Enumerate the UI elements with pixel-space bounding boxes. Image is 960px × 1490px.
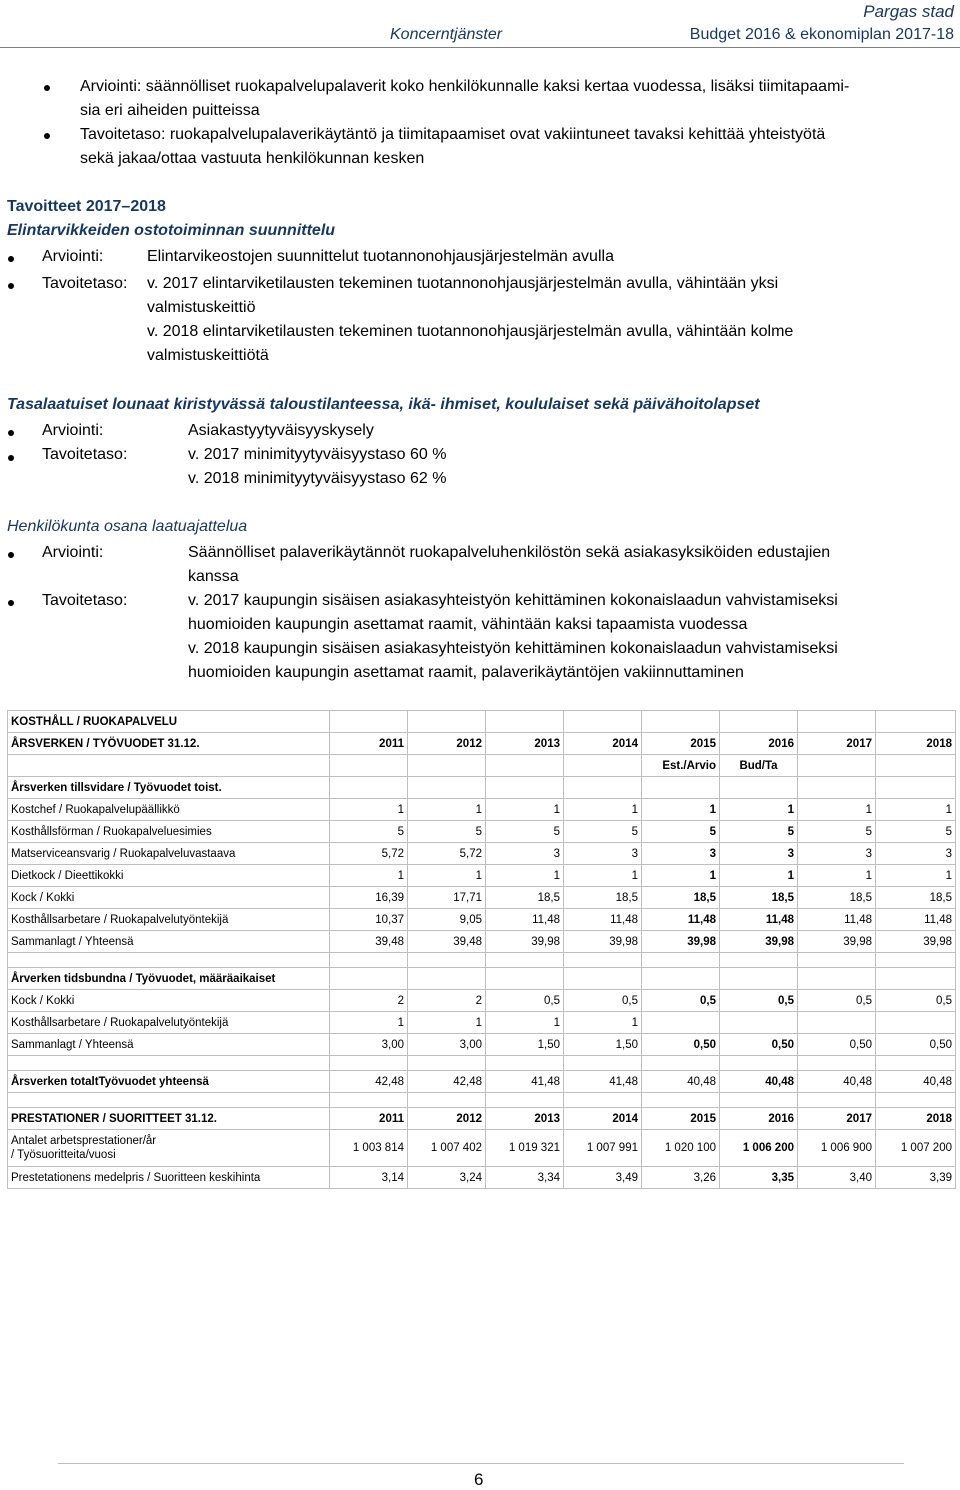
table-cell-empty — [798, 1056, 876, 1071]
row-label-line: Antalet arbetsprestationer/år — [11, 1135, 157, 1147]
year-header: 2012 — [408, 733, 486, 755]
table-cell-empty — [564, 755, 642, 777]
table-cell-empty — [876, 968, 956, 990]
value-cell: 1 007 200 — [876, 1130, 956, 1167]
section-1-arviointi-text: Elintarvikeostojen suunnittelut tuotannonohjausjärjestelmän avulla — [147, 248, 614, 265]
value-cell: 3 — [564, 843, 642, 865]
table-cell-empty — [642, 1093, 720, 1108]
section-label: Årverken tidsbundna / Työvuodet, määräaikaiset — [8, 968, 330, 990]
section-3-arviointi-label: Arviointi: — [42, 544, 104, 561]
year-header: 2012 — [408, 1108, 486, 1130]
section-3-tavoitetaso-label: Tavoitetaso: — [42, 592, 128, 609]
table-cell-empty — [330, 953, 408, 968]
value-cell: 11,48 — [642, 909, 720, 931]
table-cell-empty — [642, 1056, 720, 1071]
header-organization: Pargas stad — [863, 2, 954, 21]
value-cell: 0,50 — [642, 1034, 720, 1056]
staffing-table-body — [8, 711, 956, 1189]
value-cell: 11,48 — [564, 909, 642, 931]
table-title-row — [8, 711, 956, 733]
table-cell-empty — [330, 1093, 408, 1108]
estimate-label: Est./Arvio — [642, 755, 720, 777]
table-cell-empty — [564, 968, 642, 990]
value-cell: 1 006 900 — [798, 1130, 876, 1167]
value-cell: 1 006 200 — [720, 1130, 798, 1167]
section-row — [8, 777, 956, 799]
section-label: Årsverken tillsvidare / Työvuodet toist. — [8, 777, 330, 799]
table-cell-empty — [408, 1056, 486, 1071]
value-cell: 40,48 — [798, 1071, 876, 1093]
value-cell: 3 — [720, 843, 798, 865]
value-cell: 18,5 — [564, 887, 642, 909]
value-cell: 1 020 100 — [642, 1130, 720, 1167]
table-title: KOSTHÅLL / RUOKAPALVELU — [8, 711, 330, 733]
value-cell — [720, 1012, 798, 1034]
value-cell: 1 019 321 — [486, 1130, 564, 1167]
table-cell-empty — [486, 711, 564, 733]
intro-bullet-1-line-1: Arviointi: säännölliset ruokapalvelupalaverit koko henkilökunnalle kaksi kertaa vuodessa, lisäksi tiimitapaami- — [80, 78, 850, 95]
perf-row — [8, 1130, 956, 1167]
section-1-tavoitetaso-2a: v. 2018 elintarviketilausten tekeminen tuotannonohjausjärjestelmän avulla, vähintään kolme — [147, 323, 794, 340]
table-cell-empty — [876, 777, 956, 799]
value-cell: 1 — [486, 865, 564, 887]
value-cell: 18,5 — [798, 887, 876, 909]
section-1-tavoitetaso-2b: valmistuskeittiötä — [147, 347, 269, 364]
value-cell: 2 — [408, 990, 486, 1012]
value-cell: 1 — [408, 799, 486, 821]
year-header: 2016 — [720, 733, 798, 755]
year-header: 2016 — [720, 1108, 798, 1130]
table-cell-empty — [408, 711, 486, 733]
value-cell: 41,48 — [486, 1071, 564, 1093]
bullet-icon — [8, 552, 14, 558]
year-header: 2011 — [330, 1108, 408, 1130]
table-cell-empty — [642, 968, 720, 990]
value-cell: 40,48 — [876, 1071, 956, 1093]
value-cell: 5 — [486, 821, 564, 843]
section-1-arviointi-label: Arviointi: — [42, 248, 104, 265]
value-cell: 1 — [798, 865, 876, 887]
table-row — [8, 821, 956, 843]
value-cell: 5 — [798, 821, 876, 843]
value-cell: 18,5 — [876, 887, 956, 909]
value-cell: 1 — [486, 799, 564, 821]
section-3-tavoitetaso-2a: v. 2018 kaupungin sisäisen asiakasyhteistyön kehittäminen kokonaislaadun vahvistamiseksi — [188, 640, 838, 657]
value-cell: 1,50 — [564, 1034, 642, 1056]
value-cell: 3,14 — [330, 1167, 408, 1189]
value-cell: 5 — [408, 821, 486, 843]
value-cell: 0,5 — [486, 990, 564, 1012]
table-cell-empty — [564, 1093, 642, 1108]
year-header: 2018 — [876, 733, 956, 755]
value-cell: 11,48 — [720, 909, 798, 931]
table-cell-empty — [8, 755, 330, 777]
value-cell — [876, 1012, 956, 1034]
section-3-title: Henkilökunta osana laatuajattelua — [7, 518, 248, 535]
value-cell: 1 — [720, 799, 798, 821]
value-cell: 0,5 — [564, 990, 642, 1012]
value-cell: 1 — [330, 865, 408, 887]
section-1-title: Elintarvikkeiden ostotoiminnan suunnittelu — [7, 222, 336, 239]
bullet-icon — [8, 430, 14, 436]
value-cell: 5 — [642, 821, 720, 843]
spacer-row — [8, 1093, 956, 1108]
table-cell-empty — [876, 953, 956, 968]
page-number: 6 — [474, 1470, 484, 1489]
section-3-arviointi-b: kanssa — [188, 568, 239, 585]
value-cell: 39,48 — [408, 931, 486, 953]
value-cell: 1 — [642, 865, 720, 887]
table-cell-empty — [564, 953, 642, 968]
value-cell: 1 — [642, 799, 720, 821]
staffing-table — [7, 710, 956, 1189]
year-header: 2015 — [642, 1108, 720, 1130]
value-cell — [642, 1012, 720, 1034]
intro-bullet-2-line-1: Tavoitetaso: ruokapalvelupalaverikäytäntö ja tiimitapaamiset ovat vakiintuneet tavaksi kehittää yhteistyötä — [80, 126, 826, 143]
value-cell: 0,50 — [876, 1034, 956, 1056]
value-cell: 1 — [330, 1012, 408, 1034]
value-cell: 5 — [564, 821, 642, 843]
value-cell: 3,26 — [642, 1167, 720, 1189]
value-cell: 11,48 — [486, 909, 564, 931]
value-cell: 5,72 — [330, 843, 408, 865]
section-2-arviointi-label: Arviointi: — [42, 422, 104, 439]
table-cell-empty — [8, 953, 330, 968]
value-cell: 0,5 — [642, 990, 720, 1012]
bullet-icon — [8, 600, 14, 606]
table-cell-empty — [798, 953, 876, 968]
value-cell: 40,48 — [642, 1071, 720, 1093]
table-cell-empty — [798, 777, 876, 799]
row-label — [8, 1130, 330, 1167]
value-cell: 3 — [486, 843, 564, 865]
value-cell: 0,50 — [720, 1034, 798, 1056]
value-cell: 3,24 — [408, 1167, 486, 1189]
value-cell: 1 — [486, 1012, 564, 1034]
value-cell: 39,98 — [564, 931, 642, 953]
row-label-line: / Työsuoritteita/vuosi — [11, 1149, 116, 1161]
row-label: Sammanlagt / Yhteensä — [8, 1034, 330, 1056]
perf-label: PRESTATIONER / SUORITTEET 31.12. — [8, 1108, 330, 1130]
table-cell-empty — [330, 755, 408, 777]
value-cell: 5 — [330, 821, 408, 843]
table-cell-empty — [564, 777, 642, 799]
table-cell-empty — [486, 1056, 564, 1071]
table-cell-empty — [720, 1093, 798, 1108]
header-department: Koncerntjänster — [390, 26, 503, 43]
table-cell-empty — [876, 711, 956, 733]
value-cell: 1 — [876, 799, 956, 821]
value-cell: 1 — [564, 865, 642, 887]
value-cell: 1 — [330, 799, 408, 821]
table-cell-empty — [8, 1056, 330, 1071]
value-cell: 9,05 — [408, 909, 486, 931]
table-cell-empty — [486, 953, 564, 968]
table-cell-empty — [798, 1093, 876, 1108]
value-cell: 1 — [408, 1012, 486, 1034]
section-2-tavoitetaso-2: v. 2018 minimityytyväisyystaso 62 % — [188, 470, 447, 487]
value-cell: 3,49 — [564, 1167, 642, 1189]
value-cell: 5 — [876, 821, 956, 843]
table-row — [8, 909, 956, 931]
section-3-arviointi-a: Säännölliset palaverikäytännöt ruokapalveluhenkilöstön sekä asiakasyksiköiden edustajien — [188, 544, 831, 561]
goals-title: Tavoitteet 2017–2018 — [7, 198, 166, 215]
table-cell-empty — [564, 1056, 642, 1071]
table-cell-empty — [876, 1093, 956, 1108]
value-cell: 1 007 991 — [564, 1130, 642, 1167]
table-cell-empty — [330, 711, 408, 733]
value-cell: 39,98 — [486, 931, 564, 953]
section-3-tavoitetaso-2b: huomioiden kaupungin asettamat raamit, palaverikäytäntöjen vakiinnuttaminen — [188, 664, 744, 681]
table-cell-empty — [486, 1093, 564, 1108]
bullet-icon — [44, 85, 50, 91]
table-subheader-row — [8, 755, 956, 777]
value-cell: 3,00 — [330, 1034, 408, 1056]
value-cell: 3,34 — [486, 1167, 564, 1189]
table-cell-empty — [720, 953, 798, 968]
year-header: 2014 — [564, 733, 642, 755]
value-cell: 5,72 — [408, 843, 486, 865]
section-row — [8, 968, 956, 990]
row-label: Dietkock / Dieettikokki — [8, 865, 330, 887]
page-header — [0, 0, 960, 50]
table-cell-empty — [798, 968, 876, 990]
value-cell: 0,50 — [798, 1034, 876, 1056]
value-cell: 3 — [642, 843, 720, 865]
value-cell: 1 — [798, 799, 876, 821]
budget-label: Bud/Ta — [720, 755, 798, 777]
section-2-tavoitetaso-label: Tavoitetaso: — [42, 446, 128, 463]
row-label: Sammanlagt / Yhteensä — [8, 931, 330, 953]
value-cell: 42,48 — [408, 1071, 486, 1093]
year-header: 2013 — [486, 1108, 564, 1130]
value-cell: 0,5 — [876, 990, 956, 1012]
table-row — [8, 1012, 956, 1034]
table-cell-empty — [408, 953, 486, 968]
value-cell — [798, 1012, 876, 1034]
value-cell: 18,5 — [486, 887, 564, 909]
table-row — [8, 1034, 956, 1056]
section-3-tavoitetaso-1a: v. 2017 kaupungin sisäisen asiakasyhteistyön kehittäminen kokonaislaadun vahvistamiseksi — [188, 592, 838, 609]
value-cell: 39,48 — [330, 931, 408, 953]
intro-bullet-1-line-2: sia eri aiheiden puitteissa — [80, 102, 260, 119]
section-2-arviointi-text: Asiakastyytyväisyyskysely — [188, 422, 374, 439]
table-cell-empty — [876, 755, 956, 777]
table-row — [8, 799, 956, 821]
row-label: Kosthållsförman / Ruokapalveluesimies — [8, 821, 330, 843]
table-cell-empty — [798, 755, 876, 777]
table-cell-empty — [408, 968, 486, 990]
value-cell: 3,40 — [798, 1167, 876, 1189]
year-header: 2013 — [486, 733, 564, 755]
value-cell: 1 — [564, 799, 642, 821]
table-cell-empty — [330, 968, 408, 990]
table-cell-empty — [330, 777, 408, 799]
table-cell-empty — [642, 711, 720, 733]
value-cell: 1 — [408, 865, 486, 887]
year-header: 2018 — [876, 1108, 956, 1130]
table-cell-empty — [642, 777, 720, 799]
value-cell: 5 — [720, 821, 798, 843]
year-header: 2015 — [642, 733, 720, 755]
value-cell: 11,48 — [798, 909, 876, 931]
footer-divider — [58, 1463, 904, 1464]
row-label: Matserviceansvarig / Ruokapalveluvastaava — [8, 843, 330, 865]
header-divider — [0, 47, 960, 48]
value-cell: 1 — [564, 1012, 642, 1034]
value-cell: 0,5 — [798, 990, 876, 1012]
value-cell: 39,98 — [876, 931, 956, 953]
row-label: Kostchef / Ruokapalvelupäällikkö — [8, 799, 330, 821]
total-label: Årsverken totaltTyövuodet yhteensä — [8, 1071, 330, 1093]
value-cell: 42,48 — [330, 1071, 408, 1093]
value-cell: 1 007 402 — [408, 1130, 486, 1167]
row-label: Prestetationens medelpris / Suoritteen keskihinta — [8, 1167, 330, 1189]
table-row — [8, 931, 956, 953]
value-cell: 1 — [720, 865, 798, 887]
table-cell-empty — [8, 1093, 330, 1108]
year-header: 2017 — [798, 733, 876, 755]
value-cell: 3 — [876, 843, 956, 865]
value-cell: 39,98 — [720, 931, 798, 953]
table-cell-empty — [720, 777, 798, 799]
value-cell: 17,71 — [408, 887, 486, 909]
section-2-title: Tasalaatuiset lounaat kiristyvässä taloustilanteessa, ikä- ihmiset, koululaiset sekä päivähoitolapset — [7, 396, 760, 413]
value-cell: 3,35 — [720, 1167, 798, 1189]
value-cell: 40,48 — [720, 1071, 798, 1093]
table-years-row — [8, 733, 956, 755]
value-cell: 2 — [330, 990, 408, 1012]
value-cell: 1 — [876, 865, 956, 887]
spacer-row — [8, 1056, 956, 1071]
table-row — [8, 843, 956, 865]
value-cell: 10,37 — [330, 909, 408, 931]
perf-header-row — [8, 1108, 956, 1130]
table-cell-empty — [486, 968, 564, 990]
table-row — [8, 865, 956, 887]
value-cell: 41,48 — [564, 1071, 642, 1093]
value-cell: 18,5 — [642, 887, 720, 909]
section-2-tavoitetaso-1: v. 2017 minimityytyväisyystaso 60 % — [188, 446, 447, 463]
section-3-tavoitetaso-1b: huomioiden kaupungin asettamat raamit, vähintään kaksi tapaamista vuodessa — [188, 616, 748, 633]
table-cell-empty — [720, 711, 798, 733]
section-1-tavoitetaso-label: Tavoitetaso: — [42, 275, 128, 292]
intro-bullet-2-line-2: sekä jakaa/ottaa vastuuta henkilökunnan kesken — [80, 150, 425, 167]
section-1-tavoitetaso-1b: valmistuskeittiö — [147, 299, 256, 316]
value-cell: 39,98 — [642, 931, 720, 953]
section-1-tavoitetaso-1a: v. 2017 elintarviketilausten tekeminen tuotannonohjausjärjestelmän avulla, vähintään yksi — [147, 275, 779, 292]
row-label: Kock / Kokki — [8, 887, 330, 909]
table-cell-empty — [330, 1056, 408, 1071]
table-cell-empty — [720, 968, 798, 990]
year-header: 2011 — [330, 733, 408, 755]
bullet-icon — [8, 256, 14, 262]
row-label: Kosthållsarbetare / Ruokapalvelutyöntekijä — [8, 1012, 330, 1034]
table-cell-empty — [408, 1093, 486, 1108]
table-cell-empty — [486, 755, 564, 777]
value-cell: 3 — [798, 843, 876, 865]
table-cell-empty — [564, 711, 642, 733]
table-row — [8, 990, 956, 1012]
table-row — [8, 887, 956, 909]
row-label: Kock / Kokki — [8, 990, 330, 1012]
years-label: ÅRSVERKEN / TYÖVUODET 31.12. — [8, 733, 330, 755]
value-cell: 18,5 — [720, 887, 798, 909]
bullet-icon — [44, 133, 50, 139]
row-label: Kosthållsarbetare / Ruokapalvelutyöntekijä — [8, 909, 330, 931]
table-cell-empty — [408, 755, 486, 777]
value-cell: 0,5 — [720, 990, 798, 1012]
table-cell-empty — [486, 777, 564, 799]
perf-row — [8, 1167, 956, 1189]
bullet-icon — [8, 455, 14, 461]
header-document-title: Budget 2016 & ekonomiplan 2017-18 — [689, 26, 954, 43]
year-header: 2017 — [798, 1108, 876, 1130]
year-header: 2014 — [564, 1108, 642, 1130]
value-cell: 1,50 — [486, 1034, 564, 1056]
bullet-icon — [8, 283, 14, 289]
table-cell-empty — [876, 1056, 956, 1071]
spacer-row — [8, 953, 956, 968]
table-cell-empty — [642, 953, 720, 968]
value-cell: 3,39 — [876, 1167, 956, 1189]
value-cell: 16,39 — [330, 887, 408, 909]
total-row — [8, 1071, 956, 1093]
table-cell-empty — [408, 777, 486, 799]
table-cell-empty — [798, 711, 876, 733]
value-cell: 11,48 — [876, 909, 956, 931]
value-cell: 1 003 814 — [330, 1130, 408, 1167]
value-cell: 39,98 — [798, 931, 876, 953]
value-cell: 3,00 — [408, 1034, 486, 1056]
table-cell-empty — [720, 1056, 798, 1071]
